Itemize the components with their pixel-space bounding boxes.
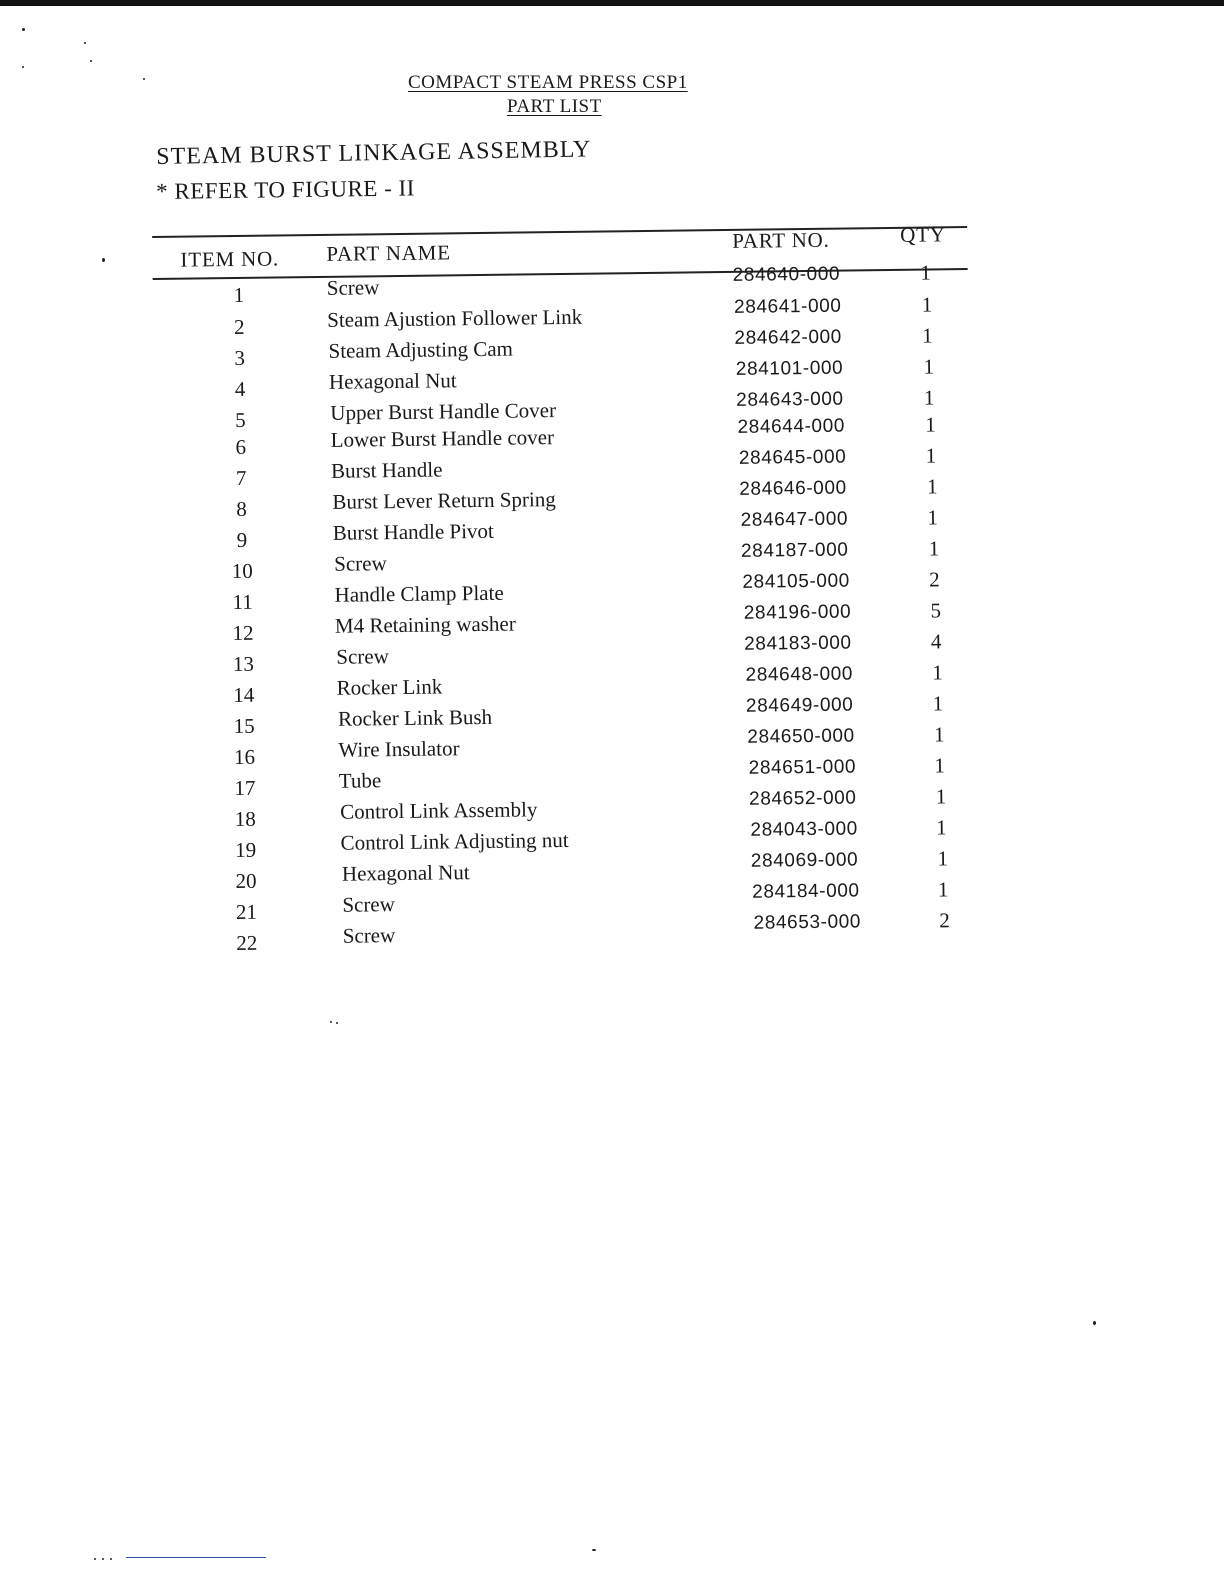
qty-cell: 1 [921, 292, 933, 317]
scan-speck [110, 1558, 112, 1560]
qty-cell: 1 [925, 412, 936, 437]
item-no-cell: 1 [233, 282, 245, 308]
part-name-cell: Screw [342, 892, 395, 917]
qty-cell: 2 [929, 567, 940, 592]
scan-speck [592, 1549, 596, 1551]
part-no-cell: 284640-000 [732, 263, 841, 286]
scan-artifact-line [126, 1557, 266, 1558]
part-name-cell: Steam Ajustion Follower Link [327, 304, 583, 332]
header-part-name: PART NAME [326, 240, 451, 266]
part-name-cell: Control Link Adjusting nut [340, 827, 569, 855]
part-no-cell: 284105-000 [742, 570, 851, 593]
qty-cell: 1 [934, 753, 946, 778]
figure-reference: * REFER TO FIGURE - II [156, 175, 416, 204]
parts-table [152, 212, 981, 962]
part-name-cell: Screw [326, 275, 380, 300]
qty-cell: 1 [927, 505, 939, 530]
qty-cell: 1 [925, 443, 937, 468]
qty-cell: 1 [937, 877, 949, 902]
part-name-cell: Screw [336, 644, 389, 669]
item-no-cell: 7 [235, 465, 247, 490]
part-name-cell: Steam Adjusting Cam [328, 336, 514, 363]
part-no-cell: 284642-000 [734, 326, 843, 349]
item-no-cell: 21 [235, 899, 258, 925]
scan-speck [84, 42, 86, 44]
header-part-no: PART NO. [732, 227, 830, 253]
part-name-cell: Screw [334, 551, 387, 576]
item-no-cell: 13 [232, 651, 255, 677]
item-no-cell: 22 [236, 930, 258, 956]
item-no-cell: 14 [233, 682, 255, 708]
qty-cell: 1 [935, 784, 947, 809]
qty-cell: 1 [923, 385, 935, 410]
item-no-cell: 11 [232, 589, 253, 615]
scan-speck [22, 28, 25, 31]
scan-speck [143, 78, 145, 80]
scan-speck [22, 66, 24, 68]
qty-cell: 1 [920, 260, 932, 285]
scan-speck [330, 1021, 332, 1023]
item-no-cell: 15 [233, 713, 255, 739]
part-no-cell: 284647-000 [740, 508, 849, 531]
item-no-cell: 12 [232, 620, 254, 646]
part-name-cell: M4 Retaining washer [334, 611, 516, 638]
scan-speck [336, 1022, 338, 1024]
part-name-cell: Control Link Assembly [340, 797, 538, 824]
item-no-cell: 18 [234, 806, 256, 832]
part-name-cell: Burst Handle Pivot [332, 518, 494, 545]
part-no-cell: 284649-000 [745, 694, 854, 717]
part-no-cell: 284645-000 [738, 446, 847, 469]
part-name-cell: Burst Lever Return Spring [332, 487, 556, 514]
part-no-cell: 284650-000 [747, 725, 855, 748]
header-item-no: ITEM NO. [180, 246, 280, 272]
item-no-cell: 10 [231, 558, 253, 584]
part-name-cell: Wire Insulator [338, 736, 460, 762]
item-no-cell: 17 [234, 775, 256, 801]
qty-cell: 1 [928, 536, 940, 561]
document-title: COMPACT STEAM PRESS CSP1 [408, 72, 688, 93]
part-no-cell: 284196-000 [743, 601, 852, 624]
part-no-cell: 284653-000 [753, 911, 862, 934]
part-no-cell: 284646-000 [739, 477, 847, 500]
item-no-cell: 9 [236, 527, 248, 552]
scan-top-border [0, 0, 1224, 6]
part-no-cell: 284043-000 [750, 818, 859, 841]
section-title: STEAM BURST LINKAGE ASSEMBLY [156, 136, 592, 170]
part-no-cell: 284651-000 [748, 756, 857, 779]
qty-cell: 4 [930, 629, 942, 654]
item-no-cell: 16 [233, 744, 256, 770]
qty-cell: 1 [937, 846, 949, 871]
item-no-cell: 19 [235, 837, 257, 863]
item-no-cell: 2 [233, 314, 245, 340]
part-name-cell: Hexagonal Nut [341, 860, 470, 886]
part-name-cell: Tube [338, 768, 382, 793]
part-no-cell: 284069-000 [750, 849, 859, 872]
scan-speck [90, 60, 92, 62]
part-no-cell: 284643-000 [736, 388, 844, 411]
item-no-cell: 8 [236, 496, 247, 521]
part-name-cell: Rocker Link [336, 674, 443, 700]
table-top-rule [152, 226, 967, 237]
part-no-cell: 284184-000 [752, 880, 860, 903]
scan-speck [1093, 1321, 1096, 1325]
part-no-cell: 284187-000 [740, 539, 849, 562]
part-no-cell: 284644-000 [737, 415, 846, 438]
part-no-cell: 284648-000 [745, 663, 854, 686]
item-no-cell: 6 [235, 434, 247, 459]
scan-speck [102, 258, 105, 262]
qty-cell: 5 [930, 598, 942, 623]
scan-speck [102, 1558, 104, 1560]
qty-cell: 2 [939, 908, 950, 933]
part-name-cell: Upper Burst Handle Cover [330, 398, 557, 425]
document-subtitle: PART LIST [507, 96, 602, 117]
qty-cell: 1 [936, 815, 947, 840]
scan-speck [94, 1558, 96, 1560]
part-no-cell: 284652-000 [748, 787, 857, 810]
qty-cell: 1 [922, 323, 933, 348]
qty-cell: 1 [932, 691, 944, 716]
qty-cell: 1 [932, 660, 943, 685]
part-name-cell: Burst Handle [330, 457, 443, 483]
item-no-cell: 4 [234, 376, 246, 402]
qty-cell: 1 [923, 354, 935, 379]
item-no-cell: 5 [235, 407, 246, 432]
part-name-cell: Lower Burst Handle cover [330, 425, 555, 452]
qty-cell: 1 [933, 722, 945, 747]
part-no-cell: 284641-000 [733, 295, 842, 318]
part-no-cell: 284101-000 [735, 357, 844, 380]
part-no-cell: 284183-000 [744, 632, 852, 655]
part-name-cell: Handle Clamp Plate [334, 580, 504, 607]
qty-cell: 1 [926, 474, 938, 499]
header-qty: QTY [900, 222, 946, 247]
item-no-cell: 20 [235, 868, 257, 894]
item-no-cell: 3 [234, 345, 246, 371]
part-name-cell: Rocker Link Bush [337, 704, 493, 731]
part-name-cell: Screw [342, 923, 396, 948]
part-name-cell: Hexagonal Nut [328, 368, 457, 394]
